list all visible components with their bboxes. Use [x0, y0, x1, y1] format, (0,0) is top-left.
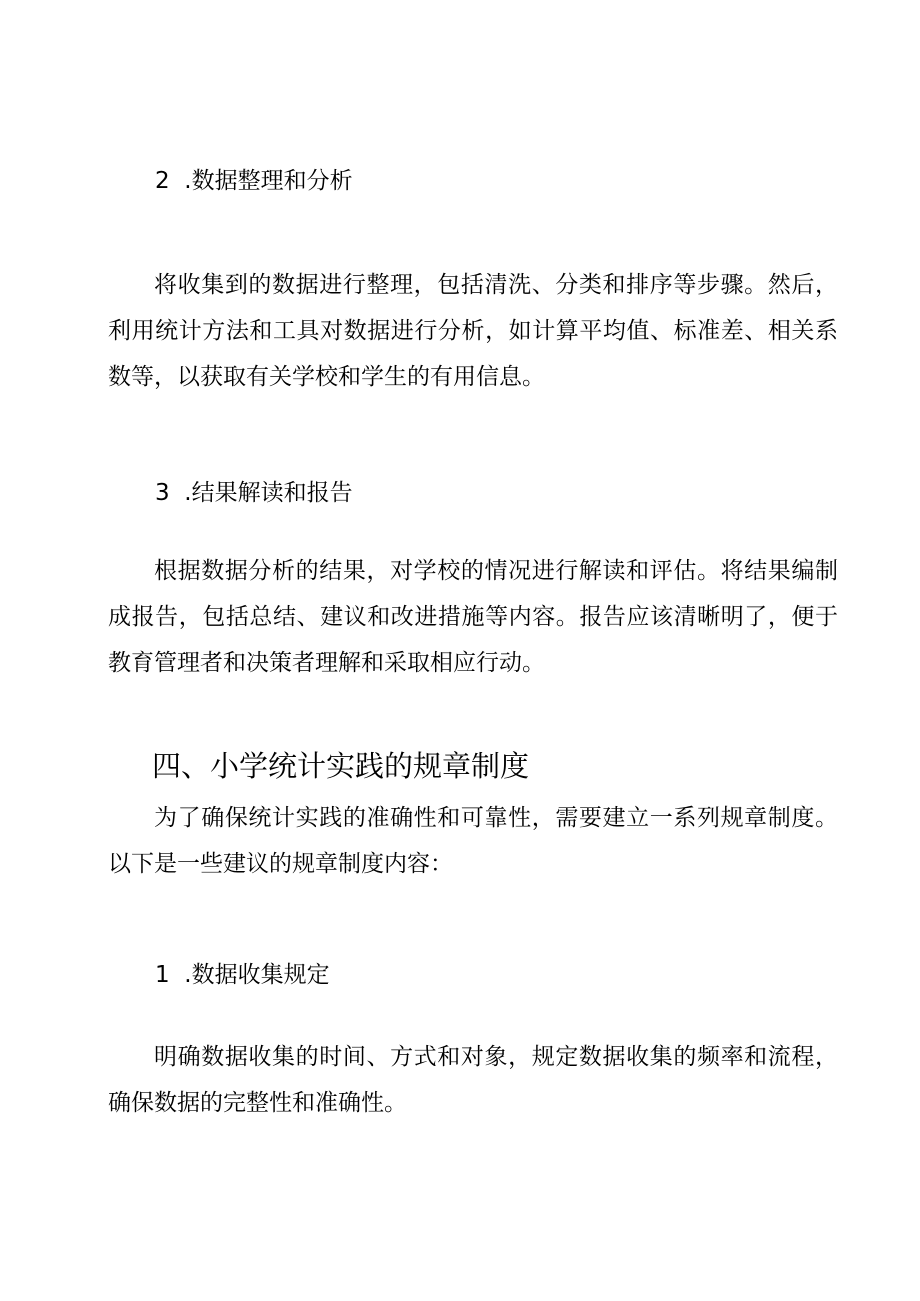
subheading-number: 2	[155, 168, 170, 194]
subheading-result-report	[155, 478, 353, 508]
section-title-regulations: 四、小学统计实践的规章制度	[152, 749, 530, 783]
subheading-data-collection-rules	[155, 960, 330, 990]
paragraph-regulations-intro: 为了确保统计实践的准确性和可靠性，需要建立一系列规章制度。以下是一些建议的规章制度内容：	[108, 805, 838, 877]
subheading-number: 1	[155, 962, 170, 988]
subheading-text: .数据收集规定	[184, 962, 330, 988]
subheading-number: 3	[155, 480, 170, 506]
paragraph-result-report: 根据数据分析的结果，对学校的情况进行解读和评估。将结果编制成报告，包括总结、建议和改进措施等内容。报告应该清晰明了，便于教育管理者和决策者理解和采取相应行动。	[108, 558, 838, 676]
subheading-text: .结果解读和报告	[184, 480, 353, 506]
subheading-data-processing	[155, 166, 353, 196]
subheading-text: .数据整理和分析	[184, 168, 353, 194]
paragraph-data-collection-rules: 明确数据收集的时间、方式和对象，规定数据收集的频率和流程，确保数据的完整性和准确性。	[108, 1044, 838, 1116]
paragraph-data-processing: 将收集到的数据进行整理，包括清洗、分类和排序等步骤。然后，利用统计方法和工具对数据进行分析，如计算平均值、标准差、相关系数等，以获取有关学校和学生的有用信息。	[108, 272, 838, 390]
